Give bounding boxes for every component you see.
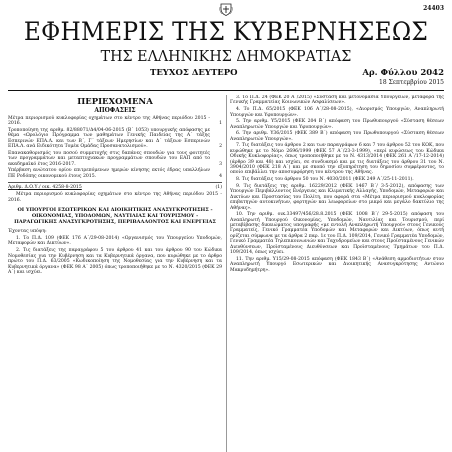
decision-title: Μέτρα περιορισμού κυκλοφορίας οχημάτων στο κέντρο της Αθήνας περιόδου 2015 - 2016. (8, 192, 222, 203)
masthead (0, 17, 452, 65)
legal-paragraph: 5. Την αριθμ. Υ5/2015 (ΦΕΚ 204 Β΄) απόφαση του Πρωθυπουργού «Σύσταση θέσεων Αναπληρωτών Υπουργών και Υφυπουργών». (230, 119, 444, 130)
decision-paragraph: 2. Τις διατάξεις της παραγράφου 5 του άρθρου 41 και του άρθρου 90 του Κώδικα Νομοθεσίας για την Κυβέρνηση και τα Κυβερνητικά όργανα, που κυρώθηκε με το άρθρο πρώτο του Π.Δ. 63/2005 «Κωδικοποίηση της Νομοθεσίας για την Κυβέρνηση και τα Κυβερνητικά όργανα» (ΦΕΚ 98 Α΄ 2005) όπως τροποποιήθηκε με το Ν. 4320/2015 (ΦΕΚ 29 Α΄) και ισχύει. (8, 248, 222, 276)
toc-item-page: 4 (219, 173, 222, 179)
legal-paragraph: 11. Την αριθμ. Υ15/29-08-2015 απόφαση (ΦΕΚ 1843 Β΄) «Ανάθεση αρμοδιοτήτων στον Αναπληρωτή Υπουργό Εσωτερικών και Διοικητικής Ανασυγκρότησης Αντώνιο Μακρυδημήτρη». (230, 256, 444, 273)
toc-item-text: Τροποποίηση της αριθμ. 82/88071/Δ4/04-06-2015 (Β΄ 1053) υπουργικής απόφασης με θέμα «Ωρολόγιο Πρόγραμμα των μαθημάτων Γενικής Παιδείας της Α΄ τάξης Εσπερινών ΕΠΑ.Λ. και των Β΄, Γ΄ τάξεων Ημερησίων και Δ΄ τάξεων Εσπερινών ΕΠΑ.Λ. ανά Ειδικότητα Τομέα Ομάδας Προσανατολισμού». (8, 128, 210, 150)
issue-date: 18 Σεπτεμβρίου 2015 (379, 79, 444, 86)
toc-item (8, 116, 222, 127)
contents-subheading: ΑΠΟΦΑΣΕΙΣ (94, 107, 136, 114)
legal-paragraph: 7. Τις διατάξεις του άρθρου 2 και των παραγράφων 6 και 7 του άρθρου 52 του ΚΟΚ, που κυρώθηκε με το Νόμο 2696/1999 (ΦΕΚ 57 Α΄/23-3-1999), «περί κυρώσεως του Κώδικα Οδικής Κυκλοφορίας», όπως τροποποιήθηκε με το Ν. 4313/2014 (ΦΕΚ 261 Α΄/17-12-2014) (άρθρο 39 και 48) και ισχύει, σε συνδυασμό και με τις διατάξεις του άρθρου 31 του Ν. 3904/2010 (ΦΕΚ 218 Α΄) και με σκοπό την εξυπηρέτηση του δημοσίου συμφέροντος, το οποίο επιβάλλει την αποσυμφόρηση του κέντρου της Αθήνας. (230, 143, 444, 176)
right-column (230, 95, 444, 452)
toc-item-text: Επανακαθορισμός του ποσού συμμετοχής στις δαπάνες σπουδών για τους φοιτητές των προγραμμάτων και μεταπτυχιακών προγραμμάτων σπουδών του ΕΑΠ από το ακαδημαϊκό έτος 2016-2017. (8, 150, 210, 167)
legal-paragraph: 6. Την αριθμ. Υ36/2015 (ΦΕΚ 389 Β΄) απόφαση του Πρωθυπουργού «Σύσταση θέσεων Αναπληρωτών Υπουργών». (230, 131, 444, 142)
legal-paragraph: 9. Τις διατάξεις της αριθμ. 16229/2012 (ΦΕΚ 1467 Β΄/ 3-5-2012), απόφασης των Υπουργών Περιβάλλοντος Ενέργειας και Κλιματικής Αλλαγής, Υποδομών, Μεταφορών και Δικτύων και Προστασίας του Πολίτη, που αφορά στα «Μέτρα περιορισμού κυκλοφορίας επιβατηγών αυτοκινήτων, φορτηγών και λεωφορείων στο μικρό και μεγάλο δακτύλιο της Αθήνας». (230, 183, 444, 211)
toc-item (8, 128, 222, 150)
issue-bar (8, 67, 444, 91)
decision-intro: Έχοντας υπόψη: (8, 229, 47, 235)
toc-item-text: Μέτρα περιορισμού κυκλοφορίας οχημάτων στο κέντρο της Αθήνας περιόδου 2015 - 2016. (8, 116, 210, 127)
toc-item (8, 168, 222, 179)
column-divider (226, 95, 227, 452)
decision-ministers: ΟΙ ΥΠΟΥΡΓΟΙ ΕΣΩΤΕΡΙΚΩΝ ΚΑΙ ΔΙΟΙΚΗΤΙΚΗΣ ΑΝΑΣΥΓΚΡΟΤΗΣΗΣ - ΟΙΚΟΝΟΜΙΑΣ, ΥΠΟΔΟΜΩΝ, ΝΑΥΤΙΛΙΑΣ ΚΑΙ ΤΟΥΡΙΣΜΟΥ - ΠΑΡΑΓΩΓΙΚΗΣ ΑΝΑΣΥΓΚΡΟΤΗΣΗΣ, ΠΕΡΙΒΑΛΛΟΝΤΟΣ ΚΑΙ ΕΝΕΡΓΕΙΑΣ (14, 207, 216, 226)
decision-ref-number: Αριθμ. Δ.Ο.Υ./ οικ. 4258-8-2015 (8, 185, 82, 191)
gazette-subtitle: ΤΗΣ ΕΛΛΗΝΙΚΗΣ ΔΗΜΟΚΡΑΤΙΑΣ (100, 47, 352, 65)
toc-item-text: Υπέρβαση ανώτατου ορίου επιτρεπόμενων ημερών κίνησης εκτός έδρας υπαλλήλων ΠΕ Ροδόπης οικονομικού έτους 2015. (8, 168, 210, 179)
toc-item-page: 3 (219, 161, 222, 167)
gazette-title: ΕΦΗΜΕΡΙΣ ΤΗΣ ΚΥΒΕΡΝΗΣΕΩΣ (23, 17, 429, 46)
toc-item-page: 1 (219, 121, 222, 127)
legal-paragraph: 4. Το Π.Δ. 65/2015 (ΦΕΚ 106 Α΄/28-08-2015), «Διορισμός Υπουργών, Αναπληρωτή Υπουργών και Υφυπουργών». (230, 107, 444, 118)
decision-paragraph: 1. Το Π.Δ. 109 (ΦΕΚ 176 Α΄/29-08-2014) «Οργανισμός του Υπουργείου Υποδομών, Μεταφορών και Δικτύων». (8, 235, 222, 247)
contents-heading: ΠΕΡΙΕΧΟΜΕΝΑ (77, 97, 153, 107)
toc-item (8, 151, 222, 167)
legal-paragraph: 10. Την αριθμ. οικ.33497/456/28.8.2015 (ΦΕΚ 1008 Β΄/ 29-5-2015) απόφαση του Αναπληρωτή Υπουργού Οικονομίας, Υποδομών, Ναυτιλίας και Τουρισμού, περί μεταβίβασης δικαιώματος υπογραφής «με εντολή Αναπληρωτή Υπουργού» στους Γενικούς Γραμματείς, Γενικό Γραμματέα Υποδομών και Μεταφορών και Δικτύων, όπως αυτή ορίζεται σύμφωνα με τα άρθρα 2 παρ. 1ε του Π.Δ. 109/2014, Γενικό Γραμματέα Υποδομών, Γενικό Γραμματέα Τηλεπικοινωνιών και Ταχυδρομείων και στους Προϊσταμένους Γενικών Διευθύνσεων, Προϊσταμένους Διευθύνσεων και Προϊσταμένους Τμημάτων του Π.Δ. 109/2014, όπως ισχύει. (230, 212, 444, 256)
issue-series: ΤΕΥΧΟΣ ΔΕΥΤΕΡΟ (150, 68, 238, 78)
toc-item-page: 2 (219, 144, 222, 150)
decision-ref-page: (1) (215, 185, 222, 191)
legal-paragraph: 8. Τις διατάξεις του άρθρου 50 του Ν. 4030/2011 (ΦΕΚ 249 Α΄/25-11-2011). (236, 177, 414, 183)
greek-coat-of-arms-icon (219, 3, 233, 16)
legal-paragraph: 3. Το Π.Δ. 24 (ΦΕΚ 20 Α΄/2015) «Σύσταση και μετονομασία Υπουργείων, μεταφορά της Γενικής Γραμματείας Κοινωνικών Ασφαλίσεων». (230, 95, 444, 106)
page-number: 24403 (423, 5, 444, 12)
section-divider (8, 182, 222, 183)
decision-reference (8, 185, 222, 190)
left-column (8, 95, 222, 452)
issue-number: Αρ. Φύλλου 2042 (362, 68, 444, 78)
